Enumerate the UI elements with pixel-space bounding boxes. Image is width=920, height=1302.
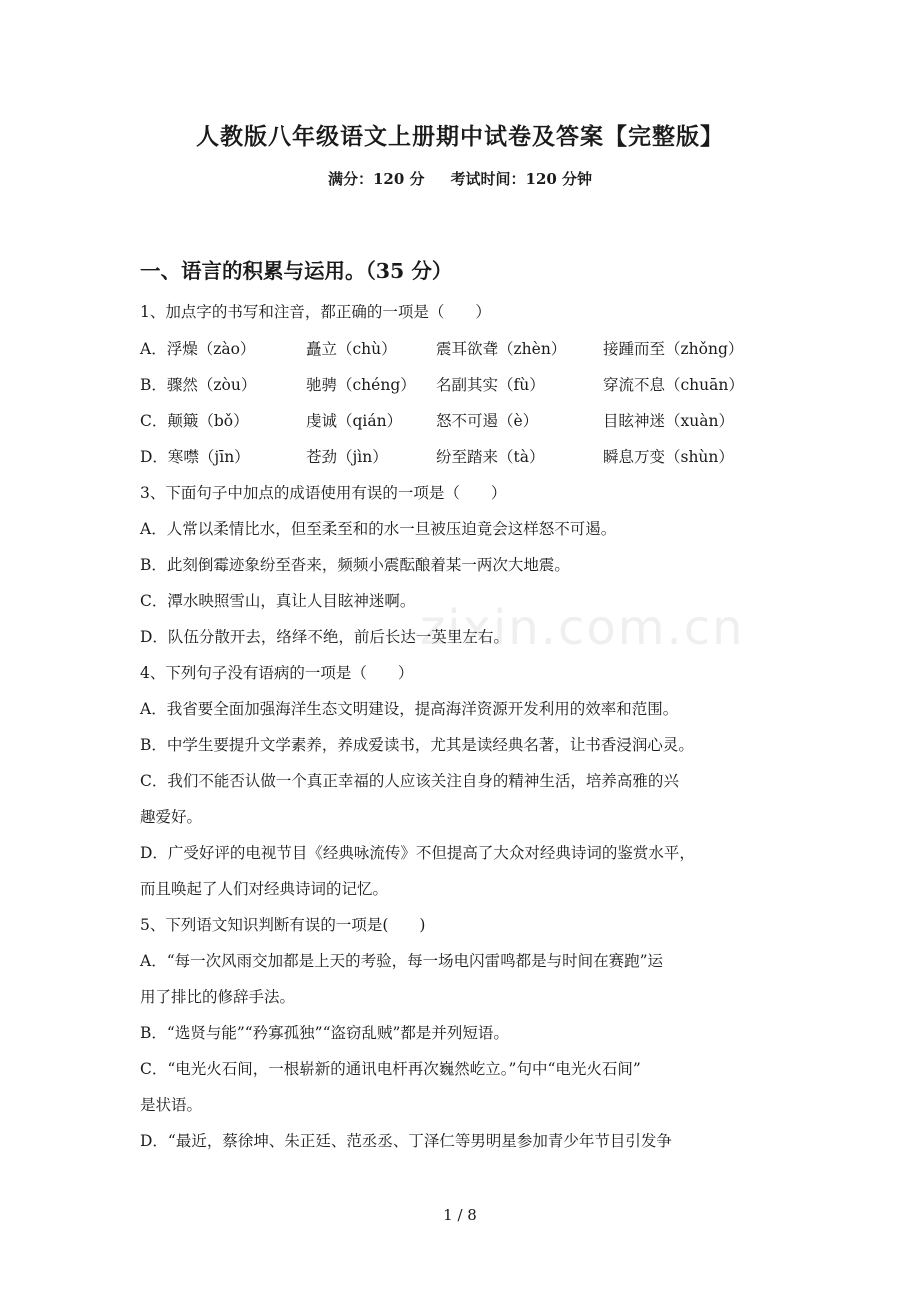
score-info [0,168,920,189]
q1-option-cell: 驰骋（chéng） [306,376,416,394]
q1-option-cell: 目眩神迷（xuàn） [603,412,734,430]
question-3-stem: 3、下面句子中加点的成语使用有误的一项是（ ） [140,484,507,502]
q1-option-cell: 矗立（chù） [306,340,397,358]
q3-option-c: C．潭水映照雪山，真让人目眩神迷啊。 [140,592,416,610]
q4-option-d: D．广受好评的电视节目《经典咏流传》不但提高了大众对经典诗词的鉴赏水平， [140,844,695,862]
question-1-stem: 1、加点字的书写和注音，都正确的一项是（ ） [140,303,491,321]
section-heading: 一、语言的积累与运用。（35 分） [140,259,453,283]
q4-option-d-cont: 而且唤起了人们对经典诗词的记忆。 [140,880,389,898]
q1-option-cell: D．寒噤（jīn） [140,448,250,466]
exam-time: 考试时间：120 分钟 [450,170,593,188]
watermark: zixin.com.cn [420,600,745,656]
q1-option-cell: 虔诚（qián） [306,412,403,430]
q1-option-cell: A．浮燥（zào） [140,340,256,358]
question-4-stem: 4、下列句子没有语病的一项是（ ） [140,664,414,682]
full-score: 满分：120 分 [327,170,425,188]
q3-option-a: A．人常以柔情比水，但至柔至和的水一旦被压迫竟会这样怒不可遏。 [140,520,617,538]
q4-option-a: A．我省要全面加强海洋生态文明建设，提高海洋资源开发利用的效率和范围。 [140,700,679,718]
q1-option-cell: B．骤然（zòu） [140,376,257,394]
q1-option-cell: 穿流不息（chuān） [603,376,744,394]
q5-option-c-cont: 是状语。 [140,1096,203,1114]
q1-option-cell: 接踵而至（zhǒng） [603,340,744,358]
q1-option-cell: 名副其实（fù） [436,376,545,394]
q5-option-a: A．“每一次风雨交加都是上天的考验，每一场电闪雷鸣都是与时间在赛跑”运 [140,952,664,970]
q5-option-c: C．“电光火石间，一根崭新的通讯电杆再次巍然屹立。”句中“电光火石间” [140,1060,641,1078]
q4-option-b: B．中学生要提升文学素养，养成爱读书，尤其是读经典名著，让书香浸润心灵。 [140,736,694,754]
q1-option-cell: 震耳欲聋（zhèn） [436,340,567,358]
q1-option-cell: 怒不可遏（è） [436,412,539,430]
q5-option-a-cont: 用了排比的修辞手法。 [140,988,296,1006]
q1-option-cell: 瞬息万变（shùn） [603,448,734,466]
question-5-stem: 5、下列语文知识判断有误的一项是( ) [140,916,426,934]
q1-option-cell: 纷至踏来（tà） [436,448,545,466]
page-number: 1 / 8 [443,1206,477,1224]
q4-option-c-cont: 趣爱好。 [140,808,203,826]
q1-option-cell: 苍劲（jìn） [306,448,388,466]
q3-option-d: D．队伍分散开去，络绎不绝，前后长达一英里左右。 [140,628,509,646]
q4-option-c: C．我们不能否认做一个真正幸福的人应该关注自身的精神生活，培养高雅的兴 [140,772,679,790]
q5-option-b: B．“选贤与能”“矜寡孤独”“盗窃乱贼”都是并列短语。 [140,1024,509,1042]
q5-option-d: D．“最近，蔡徐坤、朱正廷、范丞丞、丁泽仁等男明星参加青少年节目引发争 [140,1132,672,1150]
document-title: 人教版八年级语文上册期中试卷及答案【完整版】 [196,123,724,150]
q1-option-cell: C．颠簸（bǒ） [140,412,249,430]
q3-option-b: B．此刻倒霉迹象纷至沓来，频频小震酝酿着某一两次大地震。 [140,556,570,574]
